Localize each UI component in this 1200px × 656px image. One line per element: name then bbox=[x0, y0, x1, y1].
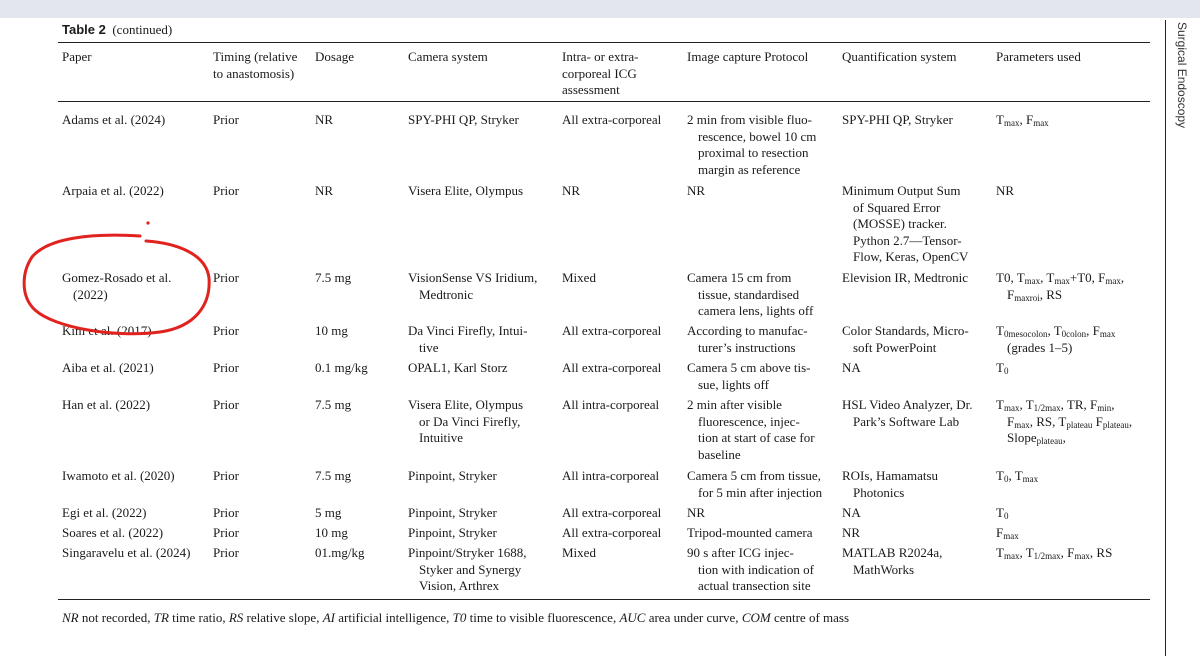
cell-parameters: $T_{max}$, $T_{1/2max}$, TR, $F_{min}$, $F_{max}$, RS, $T_{plateau}$ $F_{plateau}$, Slope$_{plateau}$, bbox=[996, 397, 1133, 446]
cell-timing: Prior bbox=[213, 545, 239, 560]
cell-camera: Pinpoint, Stryker bbox=[408, 525, 497, 540]
cell-timing: Prior bbox=[213, 183, 239, 198]
cell-paper: Soares et al. (2022) bbox=[62, 525, 164, 540]
cell-timing: Prior bbox=[213, 112, 239, 127]
cell-camera: Visera Elite, Olympus or Da Vinci Firefly, Intuitive bbox=[408, 397, 524, 445]
header-parameters: Parameters used bbox=[996, 49, 1081, 64]
cell-assessment: Mixed bbox=[562, 270, 596, 285]
cell-assessment: All extra-corporeal bbox=[562, 360, 662, 375]
cell-quantification: ROIs, Hamamatsu Photonics bbox=[842, 468, 939, 500]
cell-quantification: NR bbox=[842, 525, 861, 540]
cell-dosage: 5 mg bbox=[315, 505, 342, 520]
cell-protocol: Camera 15 cm from tissue, standardised camera lens, lights off bbox=[687, 270, 814, 318]
cell-parameters: $T_0$, $T_{max}$ bbox=[996, 468, 1039, 484]
cell-assessment: Mixed bbox=[562, 545, 596, 560]
cell-quantification: Elevision IR, Medtronic bbox=[842, 270, 969, 285]
cell-paper: Gomez-Rosado et al. (2022) bbox=[62, 270, 172, 302]
cell-quantification: Minimum Output Sum of Squared Error (MOSSE) tracker. Python 2.7—Tensor- Flow, Keras, OpenCV bbox=[842, 183, 969, 264]
red-annotation-stroke bbox=[24, 235, 209, 334]
cell-camera: Pinpoint, Stryker bbox=[408, 505, 497, 520]
cell-dosage: NR bbox=[315, 112, 334, 127]
cell-paper: Egi et al. (2022) bbox=[62, 505, 147, 520]
cell-parameters: NR bbox=[996, 183, 1015, 198]
cell-parameters: $T_{max}$, $T_{1/2max}$, $F_{max}$, RS bbox=[996, 545, 1113, 561]
cell-timing: Prior bbox=[213, 505, 239, 520]
cell-protocol: Camera 5 cm above tis- sue, lights off bbox=[687, 360, 811, 392]
cell-assessment: All intra-corporeal bbox=[562, 397, 660, 412]
cell-timing: Prior bbox=[213, 525, 239, 540]
cell-parameters: $T_0$ bbox=[996, 360, 1009, 376]
header-paper: Paper bbox=[62, 49, 92, 64]
journal-name: Surgical Endoscopy bbox=[1175, 22, 1189, 129]
cell-parameters: T0, $T_{max}$, $T_{max}+T0$, $F_{max}$, $F_{maxroi}$, RS bbox=[996, 270, 1125, 303]
cell-assessment: All extra-corporeal bbox=[562, 323, 662, 338]
header-protocol: Image capture Protocol bbox=[687, 49, 809, 64]
cell-assessment: NR bbox=[562, 183, 581, 198]
cell-dosage: 7.5 mg bbox=[315, 468, 352, 483]
cell-protocol: According to manufac- turer’s instructions bbox=[687, 323, 808, 355]
cell-dosage: NR bbox=[315, 183, 334, 198]
cell-quantification: NA bbox=[842, 505, 861, 520]
cell-paper: Iwamoto et al. (2020) bbox=[62, 468, 175, 483]
cell-protocol: Tripod-mounted camera bbox=[687, 525, 813, 540]
cell-camera: Da Vinci Firefly, Intui- tive bbox=[408, 323, 528, 355]
cell-protocol: 2 min from visible fluo- rescence, bowel 10 cm proximal to resection margin as reference bbox=[687, 112, 817, 177]
cell-quantification: Color Standards, Micro- soft PowerPoint bbox=[842, 323, 969, 355]
cell-protocol: NR bbox=[687, 183, 706, 198]
cell-protocol: 90 s after ICG injec- tion with indication of actual transection site bbox=[687, 545, 814, 593]
cell-camera: Visera Elite, Olympus bbox=[408, 183, 524, 198]
cell-protocol: NR bbox=[687, 505, 706, 520]
cell-dosage: 0.1 mg/kg bbox=[315, 360, 368, 375]
table-footnote: NR not recorded, TR time ratio, RS relative slope, AI artificial intelligence, T0 time to visible fluorescence, AUC area under curve, COM centre of mass bbox=[62, 610, 850, 625]
cell-parameters: $F_{max}$ bbox=[996, 525, 1019, 541]
cell-timing: Prior bbox=[213, 270, 239, 285]
cell-protocol: Camera 5 cm from tissue, for 5 min after injection bbox=[687, 468, 823, 500]
cell-timing: Prior bbox=[213, 360, 239, 375]
header-dosage: Dosage bbox=[315, 49, 354, 64]
cell-parameters: $T_{0mesocolon}$, $T_{0colon}$, $F_{max}$ (grades 1–5) bbox=[996, 323, 1116, 355]
cell-quantification: NA bbox=[842, 360, 861, 375]
cell-quantification: HSL Video Analyzer, Dr. Park’s Software Lab bbox=[842, 397, 973, 429]
cell-parameters: $T_0$ bbox=[996, 505, 1009, 521]
cell-dosage: 01.mg/kg bbox=[315, 545, 365, 560]
cell-camera: SPY-PHI QP, Stryker bbox=[408, 112, 519, 127]
cell-paper: Arpaia et al. (2022) bbox=[62, 183, 164, 198]
red-annotation-dot bbox=[146, 221, 149, 224]
cell-dosage: 10 mg bbox=[315, 525, 348, 540]
cell-assessment: All extra-corporeal bbox=[562, 505, 662, 520]
cell-timing: Prior bbox=[213, 323, 239, 338]
cell-dosage: 7.5 mg bbox=[315, 397, 352, 412]
cell-camera: OPAL1, Karl Storz bbox=[408, 360, 508, 375]
header-quantification: Quantification system bbox=[842, 49, 957, 64]
cell-camera: Pinpoint, Stryker bbox=[408, 468, 497, 483]
cell-paper: Kim et al. (2017) bbox=[62, 323, 152, 338]
cell-quantification: MATLAB R2024a, MathWorks bbox=[842, 545, 943, 577]
cell-timing: Prior bbox=[213, 397, 239, 412]
header-assessment: Intra- or extra- corporeal ICG assessment bbox=[562, 49, 639, 97]
cell-timing: Prior bbox=[213, 468, 239, 483]
cell-protocol: 2 min after visible fluorescence, injec- tion at start of case for baseline bbox=[687, 397, 815, 462]
header-camera: Camera system bbox=[408, 49, 488, 64]
cell-camera: VisionSense VS Iridium, Medtronic bbox=[408, 270, 538, 302]
cell-assessment: All extra-corporeal bbox=[562, 525, 662, 540]
cell-camera: Pinpoint/Stryker 1688, Styker and Synergy Vision, Arthrex bbox=[408, 545, 527, 593]
cell-paper: Singaravelu et al. (2024) bbox=[62, 545, 191, 560]
cell-paper: Adams et al. (2024) bbox=[62, 112, 166, 127]
cell-dosage: 10 mg bbox=[315, 323, 348, 338]
table-caption: Table 2 (continued) bbox=[62, 22, 173, 37]
cell-paper: Han et al. (2022) bbox=[62, 397, 151, 412]
cell-assessment: All extra-corporeal bbox=[562, 112, 662, 127]
cell-assessment: All intra-corporeal bbox=[562, 468, 660, 483]
cell-paper: Aiba et al. (2021) bbox=[62, 360, 154, 375]
cell-parameters: $T_{max}$, $F_{max}$ bbox=[996, 112, 1049, 128]
cell-quantification: SPY-PHI QP, Stryker bbox=[842, 112, 953, 127]
header-timing: Timing (relative to anastomosis) bbox=[213, 49, 298, 81]
cell-dosage: 7.5 mg bbox=[315, 270, 352, 285]
